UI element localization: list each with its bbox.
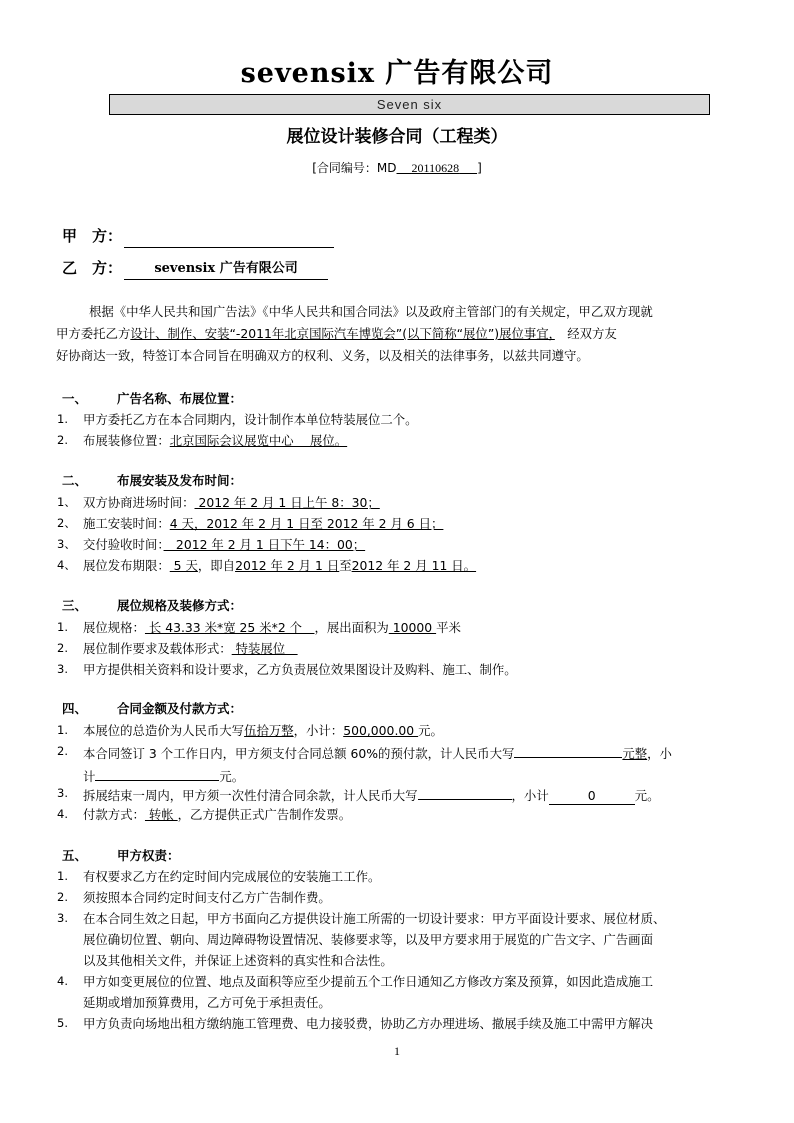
company-banner: Seven six [109, 94, 710, 115]
section-4-item-3: 3. 拆展结束一周内，甲方须一次性付清合同余款，计人民币大写 ，小计 0 元。 [57, 783, 747, 806]
section-5-item-4: 4. 甲方如变更展位的位置、地点及面积等应至少提前五个工作日通知乙方修改方案及预算，如因此造成施工 延期或增加预算费用，乙方可免于承担责任。 [57, 974, 653, 1010]
intro-line-1: 根据《中华人民共和国广告法》《中华人民共和国合同法》以及政府主管部门的有关规定，甲乙双方现就 [89, 304, 653, 319]
party-b-value: sevensix 广告有限公司 [124, 259, 328, 280]
party-a-label: 甲 方： [62, 227, 123, 245]
section-2-heading: 二、 布展安装及发布时间： [62, 473, 243, 488]
booth-type: 特装展位 [231, 641, 298, 656]
company-name: sevensix 广告有限公司 [240, 58, 554, 89]
install-period: 4 天，2012 年 2 月 1 日至 2012 年 2 月 6 日； [169, 516, 444, 531]
display-days: 5 天 [169, 558, 198, 573]
section-2-item-4: 4、 展位发布期限： 5 天，即自2012 年 2 月 1 日至2012 年 2 月 11 日。 [57, 558, 477, 573]
section-1-item-2: 2. 布展装修位置：北京国际会议展览中心 展位。 [57, 433, 348, 448]
section-4-item-2: 2. 本合同签订 3 个工作日内，甲方须支付合同总额 60%的预付款，计人民币大写 元整，小 计 元。 [57, 741, 747, 787]
prepay-words-unit: 元整 [622, 746, 648, 761]
entry-time: 2012 年 2 月 1 日上午 8：30； [194, 495, 380, 510]
section-2-item-1: 1、 双方协商进场时间： 2012 年 2 月 1 日上午 8：30； [57, 495, 380, 510]
display-start: 2012 年 2 月 1 日 [235, 558, 340, 573]
section-2-item-2: 2、 施工安装时间：4 天，2012 年 2 月 1 日至 2012 年 2 月 6 日； [57, 516, 444, 531]
section-4-item-4: 4. 付款方式： 转帐 ，乙方提供正式广告制作发票。 [57, 807, 352, 822]
section-2-item-3: 3、 交付验收时间： 2012 年 2 月 1 日下午 14：00； [57, 537, 366, 552]
contract-number-suffix: ] [477, 161, 482, 175]
party-b [62, 256, 328, 280]
section-5-heading: 五、 甲方权责： [62, 848, 180, 863]
balance-words-blank [418, 783, 512, 800]
prepay-amount-blank [95, 764, 219, 781]
page-number: 1 [394, 1044, 400, 1058]
section-3-item-2: 2. 展位制作要求及载体形式： 特装展位 [57, 641, 298, 656]
intro-paragraph [56, 301, 746, 367]
total-price-words: 伍拾万整 [244, 723, 294, 738]
section-1-item-1: 1. 甲方委托乙方在本合同期内，设计制作本单位特装展位二个。 [57, 412, 418, 427]
section-5-item-3: 3. 在本合同生效之日起，甲方书面向乙方提供设计施工所需的一切设计要求：甲方平面设计要求、展位材质、 展位确切位置、朝向、周边障碍物设置情况、装修要求等，以及甲方要求用于展览的广告文字、广告画面 以及其他相关文件，并保证上述资料的真实性和合法性。 [57, 911, 666, 968]
intro-line-2: 甲方委托乙方设计、制作、安装“-2011年北京国际汽车博览会”(以下简称“展位”)展位事宜， 经双方友 [56, 326, 617, 341]
section-3-heading: 三、 展位规格及装修方式： [62, 598, 243, 613]
party-a [62, 224, 334, 248]
party-a-value [124, 227, 334, 248]
booth-dimensions: 长 43.33 米*宽 25 米*2 个 [144, 620, 315, 635]
acceptance-time: 2012 年 2 月 1 日下午 14：00； [163, 537, 366, 552]
section-4-heading: 四、 合同金额及付款方式： [62, 701, 243, 716]
document-title: 展位设计装修合同（工程类） [286, 127, 508, 147]
total-price-number: 500,000.00 [343, 723, 419, 738]
contract-number [0, 158, 794, 178]
contract-number-prefix: [合同编号：MD [312, 161, 397, 175]
booth-location: 北京国际会议展览中心 展位。 [169, 433, 348, 448]
payment-method: 转帐 [144, 807, 178, 822]
section-5-item-1: 1. 有权要求乙方在约定时间内完成展位的安装施工工作。 [57, 869, 381, 884]
section-1-heading: 一、 广告名称、布展位置： [62, 391, 243, 406]
section-4-item-1: 1. 本展位的总造价为人民币大写伍拾万整，小计：500,000.00 元。 [57, 723, 443, 738]
section-3-item-3: 3. 甲方提供相关资料和设计要求，乙方负责展位效果图设计及购料、施工、制作。 [57, 662, 517, 677]
section-5-item-2: 2. 须按照本合同约定时间支付乙方广告制作费。 [57, 890, 331, 905]
display-end: 2012 年 2 月 11 日。 [351, 558, 477, 573]
booth-area: 10000 [388, 620, 437, 635]
party-b-label: 乙 方： [62, 259, 123, 277]
commission-scope: 设计、制作、安装“-2011年北京国际汽车博览会”(以下简称“展位”)展位事宜， [130, 326, 555, 341]
prepay-words-blank [514, 741, 622, 758]
balance-amount: 0 [549, 788, 635, 805]
section-5-item-5: 5. 甲方负责向场地出租方缴纳施工管理费、电力接驳费，协助乙方办理进场、撤展手续及施工中需甲方解决 [57, 1016, 653, 1031]
section-3-item-1: 1. 展位规格： 长 43.33 米*宽 25 米*2 个 ，展出面积为 10000 平米 [57, 620, 461, 635]
contract-number-value: 20110628 [411, 161, 460, 175]
intro-line-3: 好协商达一致，特签订本合同旨在明确双方的权利、义务，以及相关的法律事务，以兹共同遵守。 [56, 348, 589, 363]
